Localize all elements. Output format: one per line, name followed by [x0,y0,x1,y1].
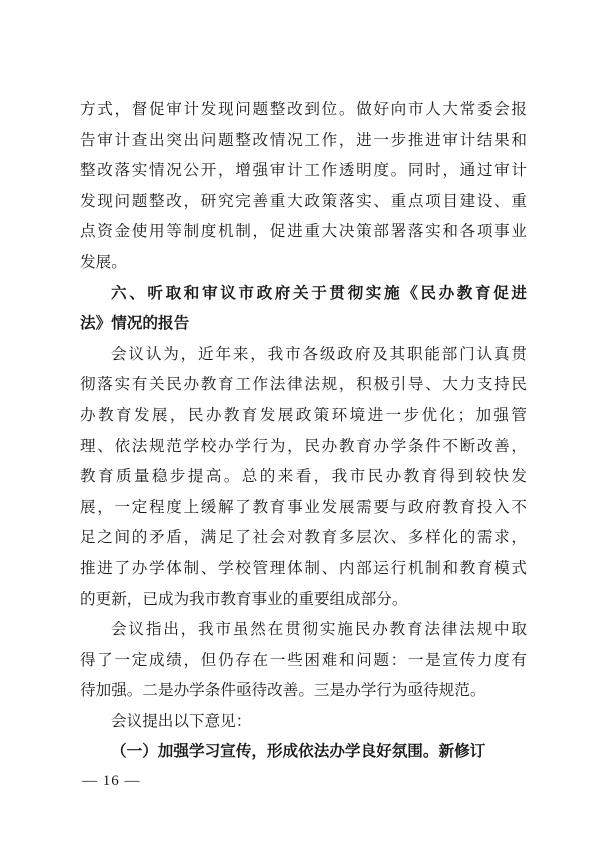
text-line: 法》情况的报告 [80,314,190,333]
text-line: 彻落实有关民办教育工作法律法规，积极引导、大力支持民 [80,375,527,394]
text-line: 推进了办学体制、学校管理体制、内部运行机制和教育模式 [80,558,527,577]
paragraph [80,614,527,706]
text-line: 的更新，已成为我市教育事业的重要组成部分。 [80,589,408,608]
text-line: 教育质量稳步提高。总的来看，我市民办教育得到较快发 [80,467,527,486]
text-line: 会议认为，近年来，我市各级政府及其职能部门认真贯 [111,344,527,363]
text-line: 发现问题整改，研究完善重大政策落实、重点项目建设、重 [80,191,527,210]
text-line: 方式，督促审计发现问题整改到位。做好向市人大常委会报 [80,100,527,118]
text-line: 办教育发展，民办教育发展政策环境进一步优化；加强管 [80,405,527,424]
text-line: 发展。 [80,252,127,271]
text-line: 点资金使用等制度机制，促进重大决策部署落实和各项事业 [80,222,527,241]
text-line: 展，一定程度上缓解了教育事业发展需要与政府教育投入不 [80,497,527,516]
paragraph [80,706,527,737]
text-line: （一）加强学习宣传，形成依法办学良好氛围。新修订 [111,741,486,761]
subsection-heading [80,736,527,767]
section-heading [80,278,527,339]
text-line: 告审计查出突出问题整改情况工作，进一步推进审计结果和 [80,130,527,149]
paragraph [80,339,527,614]
text-line: 六、听取和审议市政府关于贯彻实施《民办教育促进 [111,283,527,302]
paragraph [80,94,527,278]
text-line: 得了一定成绩，但仍存在一些困难和问题：一是宣传力度有 [80,650,527,669]
document-body [80,94,527,767]
text-line: 会议指出，我市虽然在贯彻实施民办教育法律法规中取 [111,620,527,639]
text-line: 理、依法规范学校办学行为，民办教育办学条件不断改善， [80,436,527,455]
text-line: 足之间的矛盾，满足了社会对教育多层次、多样化的需求， [80,528,527,547]
text-line: 待加强。二是办学条件亟待改善。三是办学行为亟待规范。 [80,681,486,700]
page-number: — 16 — [82,773,141,789]
text-line: 整改落实情况公开，增强审计工作透明度。同时，通过审计 [80,161,527,180]
text-line: 会议提出以下意见： [111,711,252,730]
